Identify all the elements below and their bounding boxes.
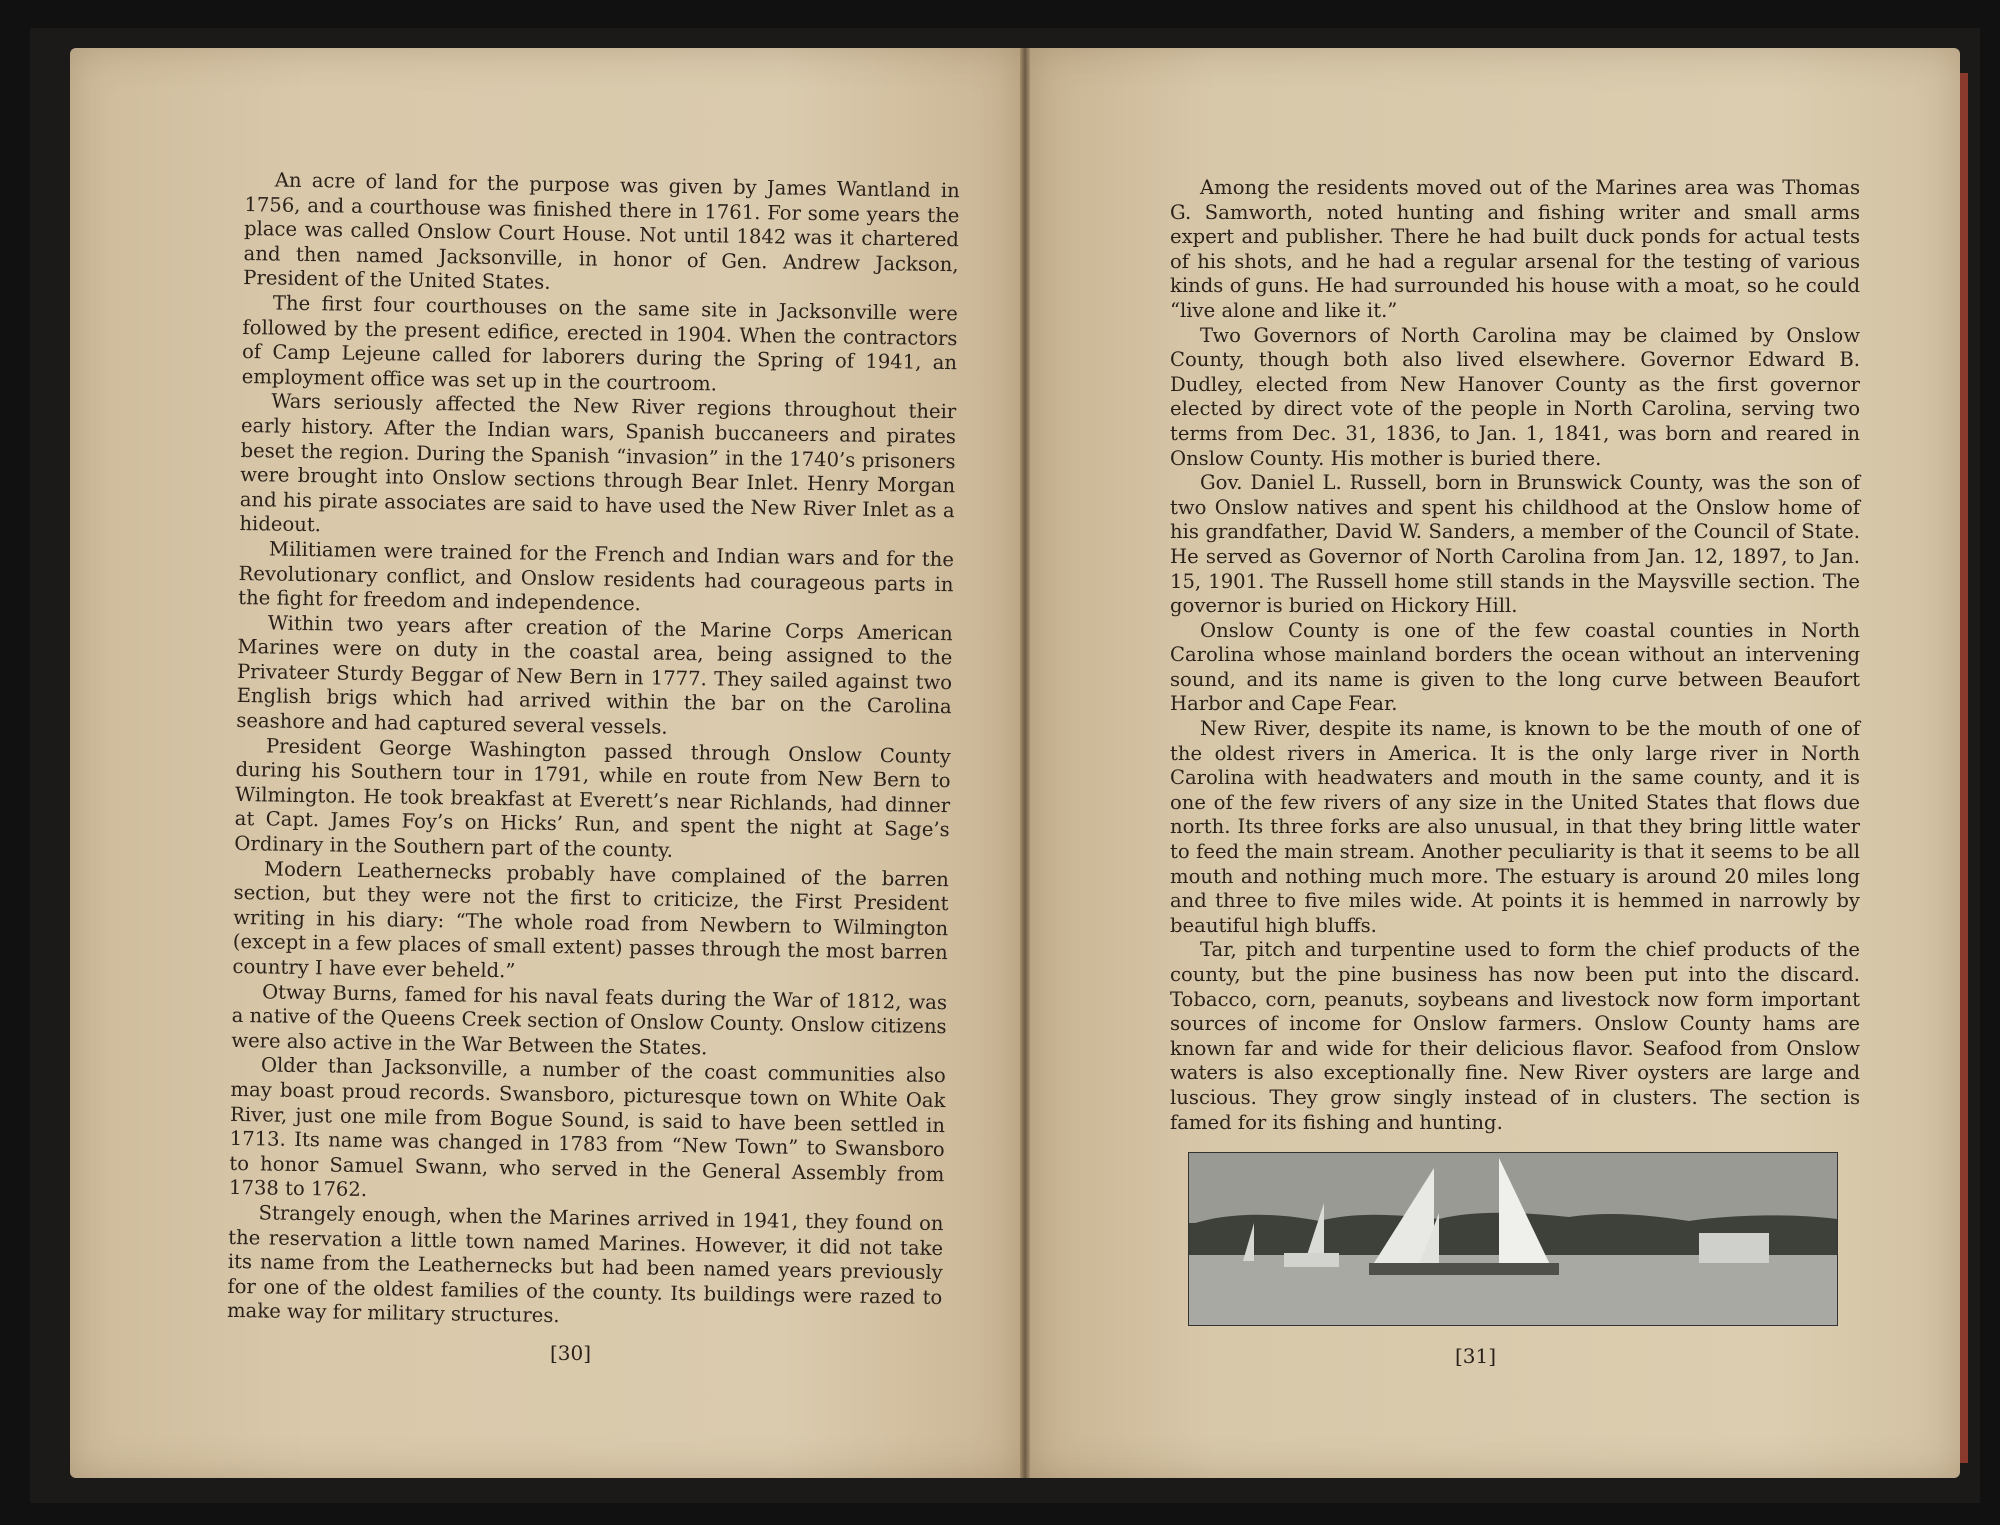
paragraph: Gov. Daniel L. Russell, born in Brunswick County, was the son of two Onslow natives and spent his childhood at the Onslow home of his grandfather, David W. Sanders, a member of the Council of State. He served as Governor of North Carolina from Jan. 12, 1897, to Jan. 15, 1901. The Russell home still stands in the Maysville section. The governor is buried on Hickory Hill. <box>1170 471 1860 618</box>
dock <box>1369 1263 1559 1275</box>
paragraph: Within two years after creation of the Marine Corps American Marines were on duty in the coastal area, being assigned to the Privateer Sturdy Beggar of New Bern in 1777. They sailed against two English brigs which had arrived within the bar on the Carolina seashore and had captured several vessels. <box>236 611 953 739</box>
page-number: [31] <box>1455 1344 1497 1368</box>
paragraph: Among the residents moved out of the Marines area was Thomas G. Samworth, noted hunting and fishing writer and small arms expert and publisher. There he had built duck ponds for actual tests of his shots, and he had a regular arsenal for the testing of various kinds of guns. He had surrounded his house with a moat, so he could “live alone and like it.” <box>1170 176 1860 322</box>
right-page-text <box>1170 176 1860 1135</box>
motor-boat <box>1284 1253 1339 1267</box>
paragraph: Tar, pitch and turpentine used to form the chief products of the county, but the pine business has now been put into the discard. Tobacco, corn, peanuts, soybeans and livestock now form important sources of income for Onslow farmers. Onslow County hams are known far and wide for their delicious flavor. Seafood from Onslow waters is also exceptionally fine. New River oysters are large and luscious. They grow singly instead of in clusters. The section is famed for its fishing and hunting. <box>1170 938 1860 1134</box>
paragraph: President George Washington passed through Onslow County during his Southern tour in 1791, while en route from New Bern to Wilmington. He took breakfast at Everett’s near Richlands, had dinner at Capt. James Foy’s on Hicks’ Run, and spent the night at Sage’s Ordinary in the Southern part of the county. <box>234 734 952 862</box>
paragraph: Wars seriously affected the New River regions throughout their early history. After the Indian wars, Spanish buccaneers and pirates beset the region. During the Spanish “invasion” in the 1740’s prisoners were brought into Onslow sections through Bear Inlet. Henry Morgan and his pirate associates are said to have used the New River Inlet as a hideout. <box>239 389 957 537</box>
book-gutter <box>1020 48 1030 1478</box>
paragraph: An acre of land for the purpose was given by James Wantland in 1756, and a courthouse was finished there in 1761. For some years the place was called Onslow Court House. Not until 1842 was it chartered and then named Jacksonville, in honor of Gen. Andrew Jackson, President of the United States. <box>243 168 960 295</box>
paragraph: Two Governors of North Carolina may be claimed by Onslow County, though both also lived elsewhere. Governor Edward B. Dudley, elected from New Hanover County as the first governor elected by direct vote of the people in North Carolina, serving two terms from Dec. 31, 1836, to Jan. 1, 1841, was born and reared in Onslow County. His mother is buried there. <box>1170 323 1860 470</box>
paragraph: Otway Burns, famed for his naval feats during the War of 1812, was a native of the Queens Creek section of Onslow County. Onslow citizens were also active in the War Between the States. <box>231 979 948 1060</box>
paragraph: Militiamen were trained for the French and Indian wars and for the Revolutionary conflict, and Onslow residents had courageous parts in the fight for freedom and independence. <box>238 537 955 616</box>
left-page <box>70 48 1020 1478</box>
boathouse <box>1699 1233 1769 1263</box>
sailboats-illustration <box>1189 1153 1837 1325</box>
left-page-text <box>227 168 960 1335</box>
paragraph: Modern Leathernecks probably have complained of the barren section, but they were not the first to criticize, the First President writing in his diary: “The whole road from Newbern to Wilmington (except in a few places of small extent) passes through the most barren country I have ever beheld.” <box>232 857 950 983</box>
book-edge <box>1960 73 1968 1463</box>
paragraph: Strangely enough, when the Marines arrived in 1941, they found on the reservation a little town named Marines. However, it did not take its name from the Leathernecks but had been named years previously for one of the oldest families of the county. Its buildings were razed to make way for military structures. <box>226 1201 944 1328</box>
paragraph: Onslow County is one of the few coastal counties in North Carolina whose mainland borders the ocean without an intervening sound, and its name is given to the long curve between Beaufort Harbor and Cape Fear. <box>1170 618 1860 716</box>
sailboats-photo <box>1188 1152 1838 1326</box>
right-page <box>1030 48 1960 1478</box>
paragraph: Older than Jacksonville, a number of the coast communities also may boast proud records. Swansboro, picturesque town on White Oak River, just one mile from Bogue Sound, is said to have been settled in 1713. Its name was changed in 1783 from “New Town” to Swansboro to honor Samuel Swann, who served in the General Assembly from 1738 to 1762. <box>228 1053 947 1202</box>
page-number: [30] <box>550 1341 592 1365</box>
paragraph: New River, despite its name, is known to be the mouth of one of the oldest rivers in America. It is the only large river in North Carolina with headwaters and mouth in the same county, and it is one of the few rivers of any size in the United States that flows due north. Its three forks are also unusual, in that they bring little water to feed the main stream. Another peculiarity is that it seems to be all mouth and nothing much more. The estuary is around 20 miles long and three to five miles wide. At points it is hemmed in narrowly by beautiful high bluffs. <box>1170 717 1860 937</box>
paragraph: The first four courthouses on the same site in Jacksonville were followed by the present edifice, erected in 1904. When the contractors of Camp Lejeune called for laborers during the Spring of 1941, an employment office was set up in the courtroom. <box>241 291 958 396</box>
book-spread <box>30 28 1980 1503</box>
